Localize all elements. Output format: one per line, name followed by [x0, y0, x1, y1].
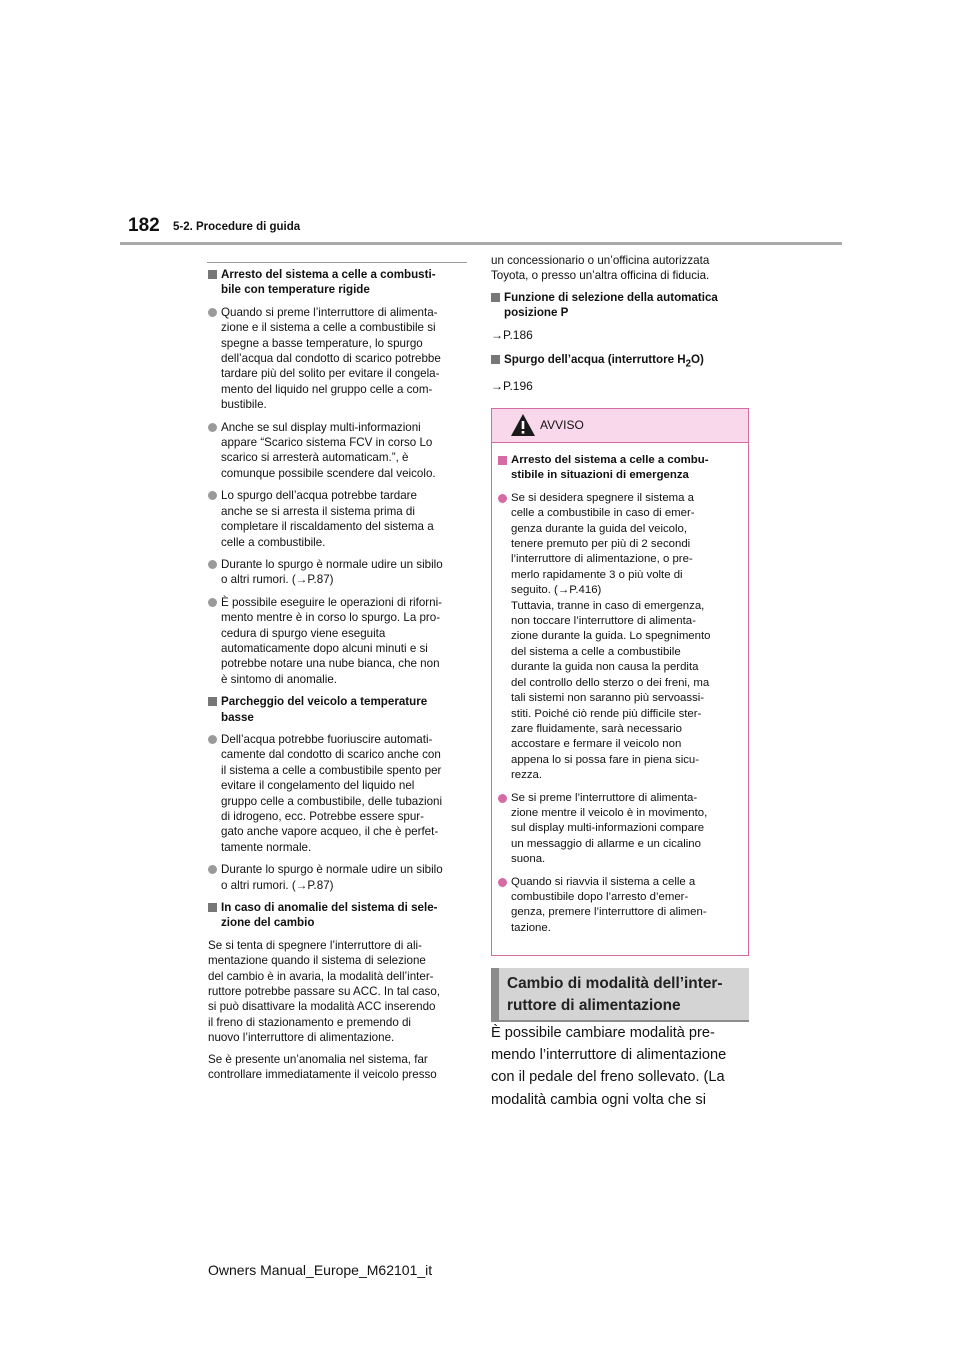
list-item: Durante lo spurgo è normale udire un sibilo o altri rumori. (→P.87) [208, 862, 470, 893]
round-bullet-icon [208, 491, 217, 500]
heading-cold-shutdown: Arresto del sistema a celle a combusti- bile con temperature rigide [208, 267, 470, 298]
square-bullet-icon [491, 355, 500, 364]
list-item: Lo spurgo dell’acqua potrebbe tardare anche se si arresta il sistema prima di completare il riscaldamento del sistema a celle a combustibile. [208, 488, 470, 550]
body-text-large: È possibile cambiare modalità pre- mendo l’interruttore di alimentazione con il pedale del freno sollevato. (La modalità cambia ogni volta che si [491, 1025, 727, 1108]
right-column [491, 253, 749, 403]
list-item: Quando si preme l’interruttore di alimenta- zione e il sistema a celle a combustibile si spegne a basse temperature, lo spurgo dell’acqua dal condotto di scarico potrebbe tardare più del solito per evitare il congela- mento del liquido nel gruppo celle a com- bustibile. [208, 305, 470, 413]
warning-title: AVVISO [540, 418, 584, 432]
warning-box [491, 408, 749, 956]
paragraph: Se si tenta di spegnere l’interruttore di ali- mentazione quando il sistema di selezione del cambio è in avaria, la modalità dell’inter- ruttore potrebbe passare su ACC. In tal caso, si può disattivare la modalità ACC inserendo il freno di stazionamento e premendo di nuovo l’interruttore di alimentazione. [208, 938, 440, 1045]
round-bullet-icon [498, 878, 507, 887]
heading-water-purge: Spurgo dell’acqua (interruttore $H_2O$) [491, 352, 749, 372]
heading-parking-cold: Parcheggio del veicolo a temperature basse [208, 694, 470, 725]
round-bullet-icon [498, 494, 507, 503]
list-item: Se si preme l’interruttore di alimenta- zione mentre il veicolo è in movimento, sul display multi-informazioni compare un messaggio di allarme e un cicalino suona. [498, 791, 738, 868]
square-bullet-icon [498, 456, 507, 465]
warning-header [492, 409, 748, 443]
square-bullet-icon [208, 270, 217, 279]
round-bullet-icon [208, 560, 217, 569]
column-rule [207, 262, 467, 263]
list-item: Anche se sul display multi-informazioni appare “Scarico sistema FCV in corso Lo scarico si arresterà automaticam.”, è comunque possibile scendere dal veicolo. [208, 420, 470, 482]
round-bullet-icon [208, 423, 217, 432]
left-column [208, 267, 470, 1089]
square-bullet-icon [491, 293, 500, 302]
section-title: 5-2. Procedure di guida [173, 221, 301, 233]
round-bullet-icon [208, 865, 217, 874]
page-reference-link[interactable]: →P.186 [491, 327, 533, 342]
round-bullet-icon [208, 308, 217, 317]
section-heading: Cambio di modalità dell’inter- ruttore di alimentazione [507, 975, 723, 1014]
list-item: Dell’acqua potrebbe fuoriuscire automati- camente dal condotto di scarico anche con il sistema a celle a combustibile spento per evitare il congelamento del liquido nel gruppo celle a combustibile, delle tubazioni di idrogeno, ecc. Potrebbe essere spur- gato anche vapore acqueo, il che è perfet- tamente normale. [208, 732, 470, 855]
list-item: Quando si riavvia il sistema a celle a combustibile dopo l’arresto d’emer- genza, premere l’interruttore di alimen- tazione. [498, 875, 738, 937]
warning-triangle-icon [510, 413, 536, 437]
page-reference-link[interactable]: →P.196 [491, 378, 533, 393]
paragraph-continued: un concessionario o un’officina autorizzata Toyota, o presso un’altra officina di fiducia. [491, 254, 710, 283]
list-item: Se si desidera spegnere il sistema a celle a combustibile in caso di emer- genza durante la guida del veicolo, tenere premuto per più di 2 secondi l’interruttore di alimentazione, o pre- merlo rapidamente 3 o più volte di seguito. (→P.416) Tuttavia, tranne in caso di emergenza, non toccare l’interruttore di alimenta- zione durante la guida. Lo spegnimento del sistema a celle a combustibile durante la guida non causa la perdita del controllo dello sterzo o dei freni, ma tali sistemi non saranno più servoassi- stiti. Poiché ciò rende più difficile ster- zare fluidamente, sarà necessario accostare e fermare il veicolo non appena lo si possa fare in piena sicu- rezza. [498, 491, 738, 784]
list-item: È possibile eseguire le operazioni di riforni- mento mentre è in corso lo spurgo. La pro- cedura di spurgo viene eseguita automaticamente dopo alcuni minuti e si potrebbe notare una nube bianca, che non è sintomo di anomalie. [208, 595, 470, 687]
warning-body [492, 443, 748, 936]
square-bullet-icon [208, 903, 217, 912]
round-bullet-icon [208, 735, 217, 744]
page-number: 182 [128, 215, 160, 236]
round-bullet-icon [208, 598, 217, 607]
heading-shift-malfunction: In caso di anomalie del sistema di sele- zione del cambio [208, 900, 470, 931]
footer-text: Owners Manual_Europe_M62101_it [208, 1262, 433, 1278]
heading-auto-p: Funzione di selezione della automatica posizione P [491, 290, 749, 321]
paragraph: Se è presente un’anomalia nel sistema, far controllare immediatamente il veicolo presso [208, 1052, 437, 1082]
round-bullet-icon [498, 794, 507, 803]
section-title-box [491, 968, 749, 1022]
warning-heading: Arresto del sistema a celle a combu- stibile in situazioni di emergenza [498, 453, 738, 484]
list-item: Durante lo spurgo è normale udire un sibilo o altri rumori. (→P.87) [208, 557, 470, 588]
header-rule [120, 242, 842, 245]
square-bullet-icon [208, 697, 217, 706]
